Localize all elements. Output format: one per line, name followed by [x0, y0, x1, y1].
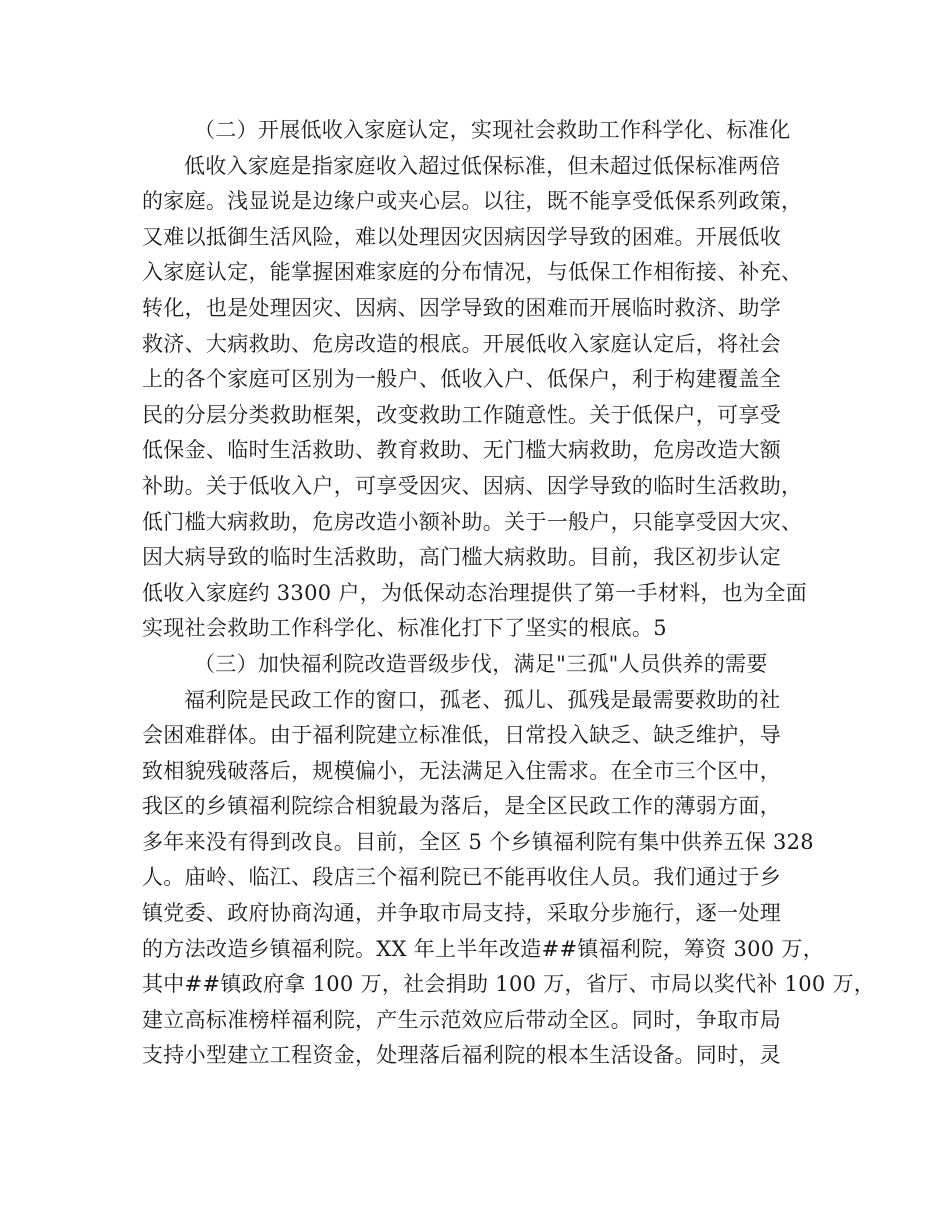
paragraph-line: 入家庭认定，能掌握困难家庭的分布情况，与低保工作相衔接、补充、 [142, 260, 803, 285]
paragraph-line: 多年来没有得到改良。目前，全区 5 个乡镇福利院有集中供养五保 328 [142, 829, 814, 854]
paragraph-line: 救济、大病救助、危房改造的根底。开展低收入家庭认定后，将社会 [142, 331, 781, 356]
paragraph-line: 福利院是民政工作的窗口，孤老、孤儿、孤残是最需要救助的社 [184, 687, 781, 712]
paragraph-line: 低收入家庭约 3300 户，为低保动态治理提供了第一手材料，也为全面 [142, 580, 807, 605]
paragraph-line: 的方法改造乡镇福利院。XX 年上半年改造##镇福利院，筹资 300 万， [142, 936, 824, 961]
paragraph-line: 转化，也是处理因灾、因病、因学导致的困难而开展临时救济、助学 [142, 295, 781, 320]
paragraph-line: 镇党委、政府协商沟通，并争取市局支持，采取分步施行，逐一处理 [142, 901, 781, 926]
paragraph-line: 建立高标准榜样福利院，产生示范效应后带动全区。同时，争取市局 [142, 1007, 781, 1032]
section-heading-3: （三）加快福利院改造晋级步伐，满足"三孤"人员供养的需要 [194, 651, 768, 676]
paragraph-line: 支持小型建立工程资金，处理落后福利院的根本生活设备。同时，灵 [142, 1043, 781, 1068]
paragraph-line: 又难以抵御生活风险，难以处理因灾因病因学导致的困难。开展低收 [142, 224, 781, 249]
paragraph-line: 会困难群体。由于福利院建立标准低，日常投入缺乏、缺乏维护，导 [142, 723, 781, 748]
paragraph-line: 低保金、临时生活救助、教育救助、无门槛大病救助，危房改造大额 [142, 438, 781, 463]
paragraph-line: 民的分层分类救助框架，改变救助工作随意性。关于低保户，可享受 [142, 402, 781, 427]
paragraph-line: 致相貌残破落后，规模偏小，无法满足入住需求。在全市三个区中， [142, 758, 781, 783]
document-body [142, 113, 876, 1074]
paragraph-line: 的家庭。浅显说是边缘户或夹心层。以往，既不能享受低保系列政策， [142, 189, 803, 214]
paragraph-line: 人。庙岭、临江、段店三个福利院已不能再收住人员。我们通过于乡 [142, 865, 781, 890]
section-heading-2: （二）开展低收入家庭认定，实现社会救助工作科学化、标准化 [194, 118, 791, 142]
paragraph-line: 补助。关于低收入户，可享受因灾、因病、因学导致的临时生活救助， [142, 473, 803, 498]
paragraph-line: 实现社会救助工作科学化、标准化打下了坚实的根底。5 [142, 616, 667, 641]
paragraph-line: 其中##镇政府拿 100 万，社会捐助 100 万，省厅、市局以奖代补 100 万， [142, 972, 876, 997]
paragraph-line: 因大病导致的临时生活救助，高门槛大病救助。目前，我区初步认定 [142, 545, 781, 570]
paragraph-line: 低门槛大病救助，危房改造小额补助。关于一般户，只能享受因大灾、 [142, 509, 803, 534]
paragraph-line: 我区的乡镇福利院综合相貌最为落后，是全区民政工作的薄弱方面， [142, 794, 781, 819]
paragraph-line: 上的各个家庭可区别为一般户、低收入户、低保户，利于构建覆盖全 [142, 367, 781, 392]
paragraph-line: 低收入家庭是指家庭收入超过低保标准，但未超过低保标准两倍 [184, 153, 781, 178]
